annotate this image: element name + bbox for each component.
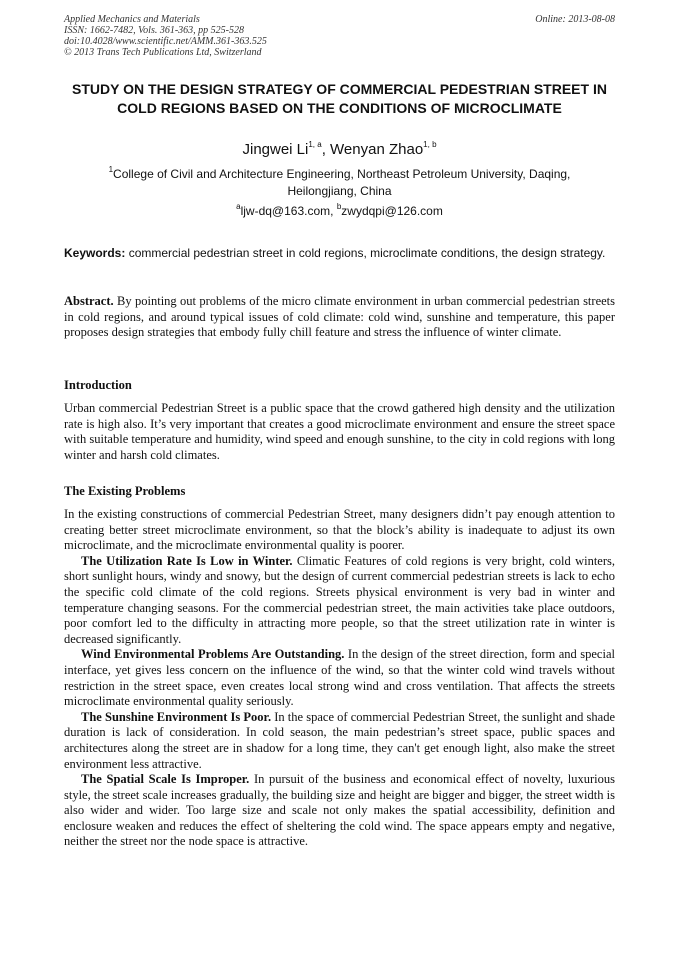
abstract-section [64,294,615,341]
online-date: Online: 2013-08-08 [535,14,615,25]
paragraph-run-in-heading: The Sunshine Environment Is Poor. [81,709,272,724]
issn-line: ISSN: 1662-7482, Vols. 361-363, pp 525-528 [64,25,244,36]
author-separator: , [321,141,331,158]
paragraph-text: In the design of the street direction, form and special interface, yet gives less concern on the influence of the wind, so that the winter cold wind travels without restriction in the street space, even creates local strong wind and cross ventilation. That affects the streets microclimate environmental quality seriously. [64,647,615,709]
journal-header [64,14,615,58]
existing-problems-section [64,507,615,850]
paragraph-run-in-heading: Wind Environmental Problems Are Outstanding. [81,647,345,662]
email-link[interactable]: zwydqpi@126.com [341,204,443,218]
abstract-label: Abstract. [64,294,114,308]
paragraph-spatial-scale [64,772,615,850]
paragraph-run-in-heading: The Spatial Scale Is Improper. [81,772,250,787]
author-name: Wenyan Zhao [330,141,424,158]
paragraph-text: In pursuit of the business and economical effect of novelty, luxurious style, the street scale increases gradually, the building size and height are bigger and bigger, the street width is also wider and wider. Too large size and scale not only makes the spatial accessibility, definition and enclosure weaken and reduces the effect of sheltering the cold wind. The space appears empty and negative, neither the street nor the node space is attractive. [64,772,615,849]
affiliation-superscript: 1 [108,165,114,174]
email-superscript: a [236,202,241,211]
section-heading-existing-problems: The Existing Problems [64,484,186,498]
journal-name: Applied Mechanics and Materials [64,14,200,25]
paragraph-utilization [64,554,615,648]
author-superscript: 1, a [308,140,322,149]
doi-line: doi:10.4028/www.scientific.net/AMM.361-363.525 [64,36,267,47]
email-separator: , [330,204,337,218]
paragraph-run-in-heading: The Utilization Rate Is Low in Winter. [81,553,293,568]
emails-line [64,203,615,220]
affiliation [84,166,595,200]
copyright-line: © 2013 Trans Tech Publications Ltd, Switzerland [64,47,262,58]
abstract-text: By pointing out problems of the micro climate environment in urban commercial pedestrian streets in cold regions, and around typical issues of cold climate: cold wind, sunshine and temperature, this paper proposes design strategies that embody fully chill feature and stress the influence of winter climate. [64,294,615,340]
section-heading-introduction: Introduction [64,378,132,392]
affiliation-text: College of Civil and Architecture Engineering, Northeast Petroleum University, Daqing, Heilongjiang, China [113,167,571,198]
paragraph-sunshine [64,710,615,772]
authors-line [64,140,615,160]
email-superscript: b [336,202,342,211]
author-name: Jingwei Li [242,141,309,158]
keywords-text: commercial pedestrian street in cold regions, microclimate conditions, the design strategy. [128,246,606,260]
keywords-label: Keywords: [64,246,126,260]
paragraph-text: Urban commercial Pedestrian Street is a public space that the crowd gathered high density and the utilization rate is high also. It’s very important that creates a good microclimate environment and ensure the street space with suitable temperature and humidity, wind speed and enough sunshine, to the city in cold regions with long winter and harsh cold climates. [64,401,615,462]
paragraph-text: In the existing constructions of commercial Pedestrian Street, many designers didn’t pay enough attention to creating better street microclimate environment, so that the block’s ability is inadequate to adjust its own microclimate, and the microclimate environmental quality is poorer. [64,507,615,553]
paragraph-text: In the space of commercial Pedestrian Street, the sunlight and shade duration is lack of consideration. In cold season, the main pedestrian’s street space, public spaces and architectures along the street are in shadow for a long time, they can't get enough light, also make the street environment less attractive. [64,709,616,771]
introduction-paragraph [64,401,615,463]
author-superscript: 1, b [423,140,437,149]
paragraph-text: Climatic Features of cold regions is very bright, cold winters, short sunlight hours, windy and snowy, but the design of current commercial pedestrian streets is lack to echo the specific cold climate of the cold regions. Streets physical environment is very bad in winter and temperature changing seasons. For the commercial pedestrian street, the main activities take place outdoors, poor comfort led to the difficulty in attracting more people, so that the street utilization rate in winter is decreased significantly. [64,553,616,646]
email-link[interactable]: ljw-dq@163.com [240,204,331,218]
paper-title: STUDY ON THE DESIGN STRATEGY OF COMMERCIAL PEDESTRIAN STREET IN COLD REGIONS BASED ON THE CONDITIONS OF MICROCLIMATE [72,81,607,116]
paragraph-wind [64,647,615,709]
keywords-section [64,245,615,261]
